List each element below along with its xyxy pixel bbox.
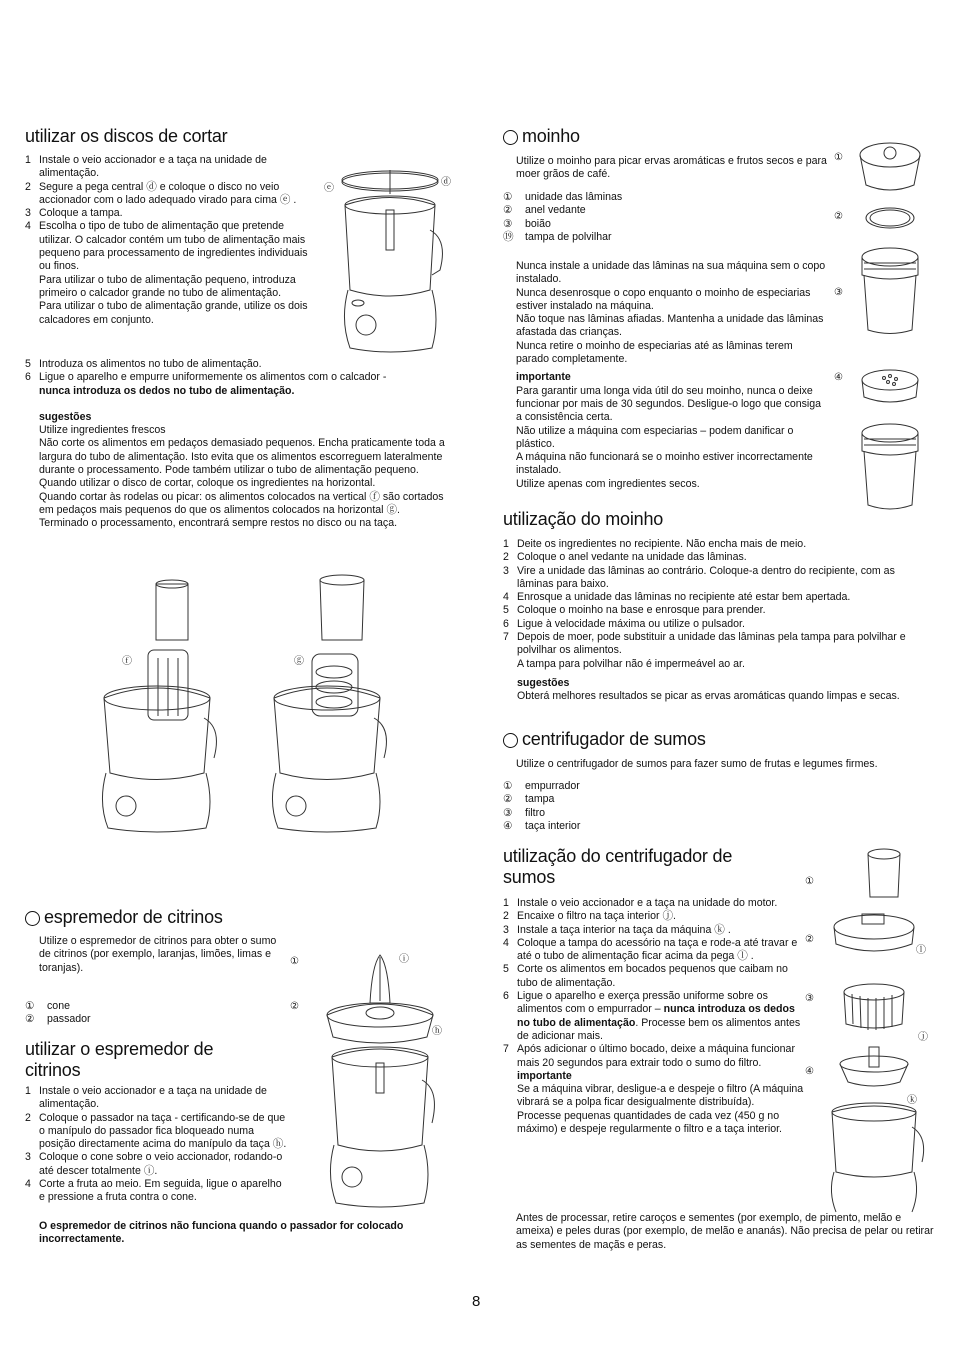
- tips-title: sugestões: [39, 410, 92, 423]
- section-title-moinho: moinho: [503, 126, 580, 147]
- juicer-illustration: [822, 842, 932, 1217]
- circle-icon: [503, 733, 518, 748]
- citrinos-warning: O espremedor de citrinos não funciona quando o passador for colocado incorrectamente.: [39, 1220, 404, 1246]
- list-item: ① cone: [25, 1000, 70, 1012]
- tip: Terminado o processamento, encontrará sempre restos no disco ou na taça.: [39, 517, 398, 530]
- list-item: 6 Ligue o aparelho e exerça pressão uniforme sobre os alimentos com o empurrador – nunca introduza os dedos no tubo de alimentação. Processe bem os alimentos antes de adicionar mais.: [503, 990, 801, 1042]
- important-title: importante: [516, 371, 571, 384]
- list-item: ③ filtro: [503, 806, 546, 819]
- list-item: 4 Escolha o tipo de tubo de alimentação que pretende utilizar. O calcador contém um tubo de alimentação mais pequeno para processamento de ingredientes individuais ou finos.: [25, 220, 308, 273]
- list-item: 1 Instale o veio accionador e a taça na unidade de alimentação.: [25, 1085, 267, 1111]
- list-item: 3 Coloque a tampa.: [25, 207, 123, 220]
- tip: Obterá melhores resultados se picar as ervas aromáticas quando limpas e secas.: [517, 690, 900, 703]
- circle-icon: [25, 911, 40, 926]
- list-item: 6 Ligue o aparelho e empurre uniformemente os alimentos com o calcador - nunca introduza os dedos no tubo de alimentação.: [25, 371, 387, 397]
- label-d: ⓓ: [441, 177, 451, 188]
- list-item: Para utilizar o tubo de alimentação grande, utilize os dois calcadores em conjunto.: [39, 300, 308, 326]
- label-pusher: ①: [805, 876, 814, 887]
- list-item: 7 Depois de moer, pode substituir a unidade das lâminas pela tampa para polvilhar e polvilhar os alimentos.: [503, 631, 906, 657]
- list-item: ③ boião: [503, 217, 551, 230]
- label-j: ⓙ: [918, 1032, 928, 1043]
- moinho-parts-list: [503, 191, 753, 244]
- list-item: 1 Deite os ingredientes no recipiente. Não encha mais de meio.: [503, 538, 807, 550]
- centrifugador-intro: Utilize o centrifugador de sumos para fazer sumo de frutas e legumes firmes.: [516, 758, 878, 770]
- label-seal: ②: [834, 211, 843, 222]
- discos-steps-block-2: [25, 358, 445, 531]
- page-number: 8: [472, 1293, 481, 1310]
- centrifugador-important-last: Antes de processar, retire caroços e sementes (por exemplo, de pimento, melão e ameixa) e peles duras (por exemplo, de melão e ananás). Não precisa de pelar ou retirar as sementes de maçãs e peras.: [516, 1212, 934, 1251]
- label-cone: ①: [290, 956, 299, 967]
- list-item: 4 Coloque a tampa do acessório na taça e rode-a até travar e até o tubo de alimentação ficar acima da pega ⓛ .: [503, 936, 798, 963]
- list-item: 2 Coloque o anel vedante na unidade das lâminas.: [503, 551, 747, 564]
- list-item: 2 Coloque o passador na taça - certificando-se de que o manípulo do passador fica bloqueado numa posição directamente acima do manípulo da taça ⓗ.: [25, 1111, 287, 1151]
- list-item: ② tampa: [503, 793, 555, 806]
- food-processor-disc-illustration: [320, 160, 460, 360]
- citrinos-parts-list: [25, 1000, 225, 1027]
- list-item: 2 Encaixe o filtro na taça interior ⓙ.: [503, 910, 676, 923]
- label-f: ⓕ: [122, 656, 132, 667]
- section-title-citrinos-use: utilizar o espremedor de citrinos: [25, 1039, 214, 1080]
- tip: Quando cortar às rodelas ou picar: os alimentos colocados na vertical ⓕ são cortados em pedaços mais pequenos do que os alimentos colocados na horizontal ⓖ.: [39, 490, 444, 516]
- moinho-use-steps: [503, 538, 928, 704]
- list-item: Para utilizar o tubo de alimentação pequeno, introduza primeiro o calcador grande no tubo de alimentação.: [39, 273, 296, 299]
- label-lid: ②: [805, 934, 814, 945]
- label-jar: ③: [834, 287, 843, 298]
- centrifugador-parts-list: [503, 780, 703, 833]
- moinho-intro: Utilize o moinho para picar ervas aromáticas e frutos secos e para moer grãos de café.: [516, 155, 827, 181]
- list-item: 4 Enrosque a unidade das lâminas no recipiente até estar bem apertada.: [503, 591, 851, 604]
- label-h: ⓗ: [432, 1026, 442, 1037]
- section-title-centrifugador: centrifugador de sumos: [503, 729, 706, 750]
- label-l: ⓛ: [916, 945, 926, 956]
- list-item: 1 Instale o veio accionador e a taça na unidade de alimentação.: [25, 154, 267, 180]
- tip: Quando utilizar o disco de cortar, coloque os ingredientes na horizontal.: [39, 477, 376, 490]
- label-i: ⓘ: [399, 954, 409, 965]
- warning-text: nunca introduza os dedos no tubo de alimentação.: [39, 384, 295, 397]
- section-title-discos: utilizar os discos de cortar: [25, 126, 228, 146]
- list-item: 3 Coloque o cone sobre o veio accionador, rodando-o até descer totalmente ⓘ.: [25, 1151, 283, 1177]
- list-item: 2 Segure a pega central ⓓ e coloque o disco no veio accionador com o lado adequado virado para cima ⓔ .: [25, 180, 297, 206]
- list-item: 3 Instale a taça interior na taça da máquina ⓚ .: [503, 923, 731, 936]
- label-blade-unit: ①: [834, 152, 843, 163]
- list-item: ① empurrador: [503, 780, 580, 792]
- citrus-press-illustration: [312, 945, 452, 1215]
- tip: Utilize ingredientes frescos: [39, 424, 166, 437]
- list-item: 3 Vire a unidade das lâminas ao contrário. Coloque-a dentro do recipiente, com as lâminas para baixo.: [503, 564, 895, 590]
- centrifugador-steps: 1 Instale o veio accionador e a taça na unidade do motor. 2 Encaixe o filtro na taça interior ⓙ. 3 Instale a taça interior na taça da máquina ⓚ . 4 Coloque a tampa do acessório na taça e rode-a até travar e até o tubo de alimentação ficar acima da pega ⓛ . 5 Corte os alimentos em bocados pequenos que caibam no tubo de alimentação. 6 Ligue o aparelho e exerça pressão uniforme sobre os alimentos com o empurrador – nunca introduza os dedos no tubo de alimentação. Processe bem os alimentos antes de adicionar mais. 7 Após adicionar o último bocado, deixe a máquina funcionar mais 20 segundos para extrair todo o sumo do filtro. importante Se a máquina vibrar, desligue-a e despeje o filtro (A máquina vibrará se a polpa ficar desigualmente distribuída). Processe pequenas quantidades de cada vez (450 g no máximo) e despeje regularmente o filtro e a taça interior.: [503, 897, 804, 1136]
- list-item: ② passador: [25, 1013, 91, 1026]
- label-inner-bowl: ④: [805, 1066, 814, 1077]
- section-title-centrifugador-use: utilização do centrifugador de sumos: [503, 846, 733, 887]
- list-item: 7 Após adicionar o último bocado, deixe a máquina funcionar mais 20 segundos para extrair todo o sumo do filtro.: [503, 1043, 795, 1069]
- list-item: 4 Corte a fruta ao meio. Em seguida, ligue o aparelho e pressione a fruta contra o cone.: [25, 1178, 282, 1204]
- label-lid: ④: [834, 372, 843, 383]
- citrinos-intro: Utilize o espremedor de citrinos para obter o sumo de citrinos (por exemplo, laranjas, limões, limas e toranjas).: [39, 935, 277, 974]
- important-title: importante: [517, 1069, 572, 1082]
- list-item: 1 Instale o veio accionador e a taça na unidade do motor.: [503, 897, 778, 909]
- circle-icon: [503, 130, 518, 145]
- list-item: 6 Ligue à velocidade máxima ou utilize o pulsador.: [503, 617, 745, 630]
- tip: Não corte os alimentos em pedaços demasiado pequenos. Encha praticamente toda a largura do tubo de alimentação. Isto evita que os alimentos escorreguem lateralmente durante o processamento. Pode também utilizar o tubo de alimentação pequeno.: [39, 437, 445, 477]
- moinho-warnings: Nunca instale a unidade das lâminas na sua máquina sem o copo instalado. Nunca desenrosque o copo enquanto o moinho de especiarias estiver instalado na máquina. Não toque nas lâminas afiadas. Mantenha a unidade das lâminas afastada das crianças. Nunca retire o moinho de especiarias até as lâminas terem parado completamente. importante Para garantir uma longa vida útil do seu moinho, nunca o deixe funcionar por mais de 30 segundos. Desligue-o logo que consiga a consistência certa. Não utilize a máquina com especiarias – podem danificar o plástico. A máquina não funcionará se o moinho estiver incorrectamente instalado. Utilize apenas com ingredientes secos.: [516, 260, 826, 490]
- list-item: 5 Coloque o moinho na base e enrosque para prender.: [503, 604, 766, 617]
- list-item: 5 Corte os alimentos em bocados pequenos que caibam no tubo de alimentação.: [503, 963, 788, 989]
- label-g: ⓖ: [294, 656, 304, 667]
- list-item: A tampa para polvilhar não é impermeável ao ar.: [517, 657, 745, 670]
- food-processor-vertical-illustration: [92, 578, 222, 840]
- label-k: ⓚ: [907, 1095, 917, 1106]
- label-e: ⓔ: [324, 183, 334, 194]
- list-item: ⑲ tampa de polvilhar: [503, 230, 612, 243]
- list-item: ④ taça interior: [503, 819, 581, 832]
- discos-steps-block: [25, 154, 315, 327]
- list-item: ② anel vedante: [503, 204, 586, 217]
- list-item: 5 Introduza os alimentos no tubo de alimentação.: [25, 358, 262, 370]
- label-passador: ②: [290, 1001, 299, 1012]
- tips-title: sugestões: [517, 676, 570, 689]
- food-processor-horizontal-illustration: [262, 572, 392, 840]
- list-item: ① unidade das lâminas: [503, 191, 623, 203]
- label-filter: ③: [805, 993, 814, 1004]
- mill-parts-illustration: [852, 125, 932, 515]
- section-title-citrinos: espremedor de citrinos: [25, 907, 223, 928]
- section-title-moinho-use: utilização do moinho: [503, 509, 664, 529]
- citrinos-steps-block: [25, 1085, 290, 1205]
